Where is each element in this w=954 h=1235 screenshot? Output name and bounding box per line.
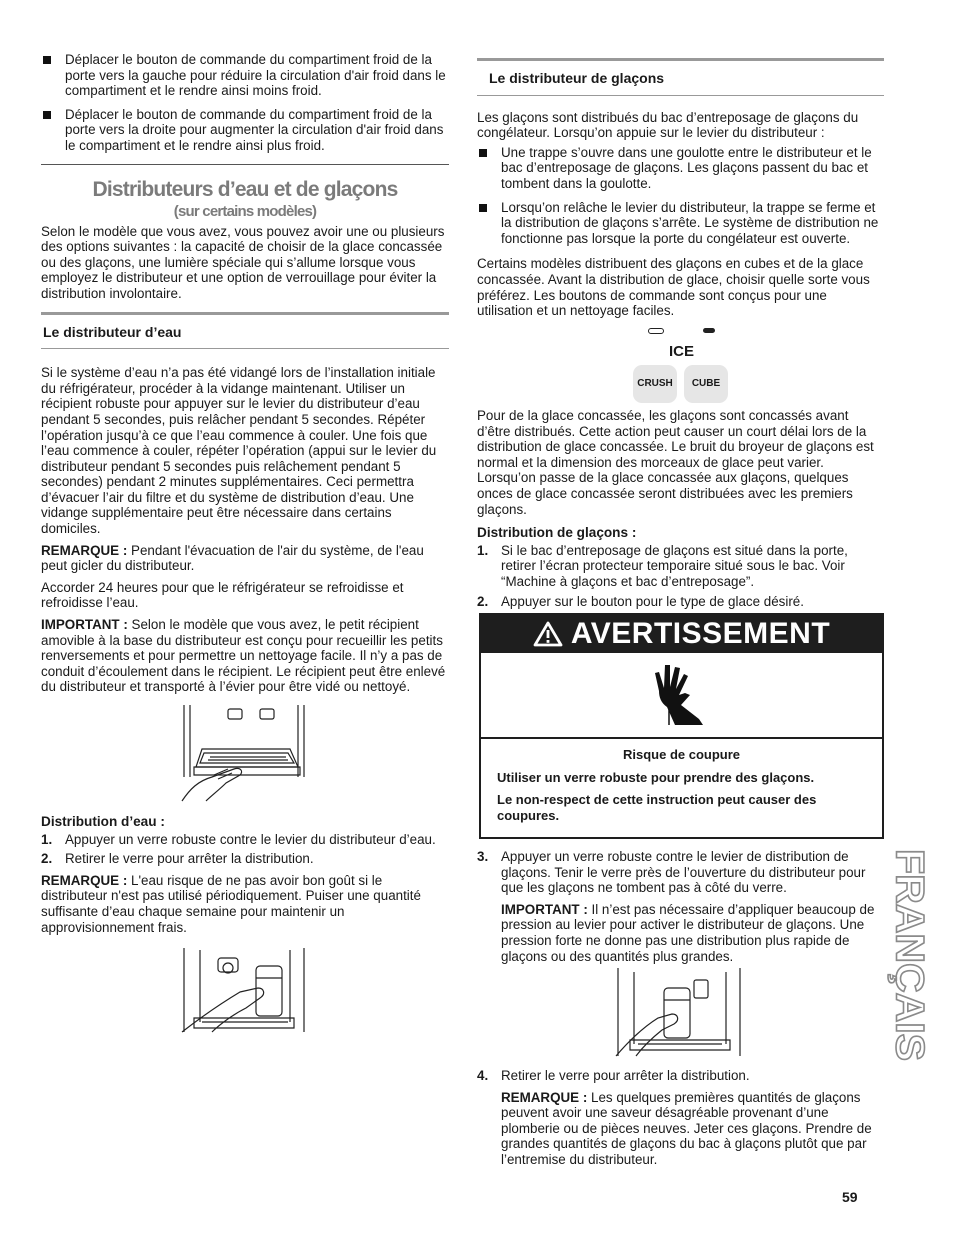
important-label: IMPORTANT : (501, 901, 588, 917)
right-column-lower (477, 849, 884, 970)
numbered-step (41, 832, 449, 848)
warning-title: AVERTISSEMENT (570, 617, 831, 651)
step-number: 1. (41, 831, 53, 847)
right-column-middle (477, 408, 884, 613)
water-tray-illustration (180, 705, 312, 801)
cube-button[interactable]: CUBE (684, 365, 728, 403)
dist-ice-heading: Distribution de glaçons : (477, 525, 637, 541)
side-tab-text: FRANÇAIS (887, 849, 932, 1056)
paragraph (41, 873, 449, 935)
section-subtitle: (sur certains modèles) (173, 202, 317, 220)
remark-label: REMARQUE : (501, 1089, 588, 1105)
step-number: 3. (477, 849, 489, 864)
list-item: Déplacer le bouton de commande du compartiment froid de la porte vers la droite pour augmenter la circulation d'air froid dans le compartiment et le rendre ainsi plus froid. (41, 107, 449, 154)
important-text: Selon le modèle que vous avez, le petit récipient amovible à la base du distributeur est conçu pour recueillir les petits renversements et pour permettre un nettoyage facile. Il n’y a pas de conduit d’écoulement dans le récipient. Le récipient peut être enlevé du distributeur et transporté à l’évier pour être vidé ou nettoyé. (41, 617, 446, 695)
ice-dispensing-illustration (614, 968, 746, 1058)
step-text: Si le bac d’entreposage de glaçons est situé dans la porte, retirer l’écran protecteur temporaire situé sous le bac. Voir “Machine à glaçons et bac d’entreposage”. (501, 542, 848, 589)
paragraph (41, 617, 449, 695)
page-number: 59 (842, 1189, 858, 1205)
subsection-heading (477, 58, 884, 96)
list-item: Une trappe s’ouvre dans une goulotte entre le distributeur et le bac d’entreposage de glaçons. Les glaçons passent du bac et tombent dans la goulotte. (477, 145, 884, 192)
right-column-bottom (477, 1068, 884, 1174)
important-text: Il n’est pas nécessaire d’appliquer beaucoup de pression au levier pour activer le distributeur de glaçons. Une pression forte ne donne pas une distribution plus rapide de glaçons ou des quantités plus grandes. (501, 901, 875, 964)
water-dispensing-illustration (180, 948, 312, 1034)
numbered-step (477, 1068, 884, 1084)
remark-text: Pendant l'évacuation de l'air du système, de l'eau peut gicler du distributeur. (41, 542, 424, 574)
crush-button[interactable]: CRUSH (633, 365, 677, 403)
list-item: Lorsqu’on relâche le levier du distributeur, la trappe se ferme et la distribution de glaçons s’arrête. Le système de distribution ne fonctionne pas lorsque la porte du congélateur est ouverte. (477, 200, 884, 247)
paragraph: Pour de la glace concassée, les glaçons sont concassés avant d’être distribués. Cette action peut causer un court délai lors de la distribution de glace concassée. Le bruit du broyeur de glaçons est normal et la dimension des morceaux de glace peut varier. Lorsqu’on passe de la glace concassée aux glaçons, quelques onces de glace concassée seront distribuées avec les premiers glaçons. (477, 408, 874, 517)
ice-label: ICE (669, 343, 695, 360)
numbered-step (477, 543, 884, 590)
important-label: IMPORTANT : (41, 617, 128, 633)
list-item: Déplacer le bouton de commande du compartiment froid de la porte vers la gauche pour réduire la circulation d'air froid dans le compartiment et le rendre ainsi moins froid. (41, 52, 449, 99)
step-text: Appuyer sur le bouton pour le type de glace désiré. (501, 593, 804, 609)
remark-text: Les quelques premières quantités de glaçons peuvent avoir une saveur désagréable provenant d’une plomberie ou de pièces neuves. Jeter ces glaçons. Prendre de grandes quantités de glaçons du bac à glaçons plutôt que par l’entremise du distributeur. (501, 1089, 872, 1167)
language-side-tab (887, 845, 935, 1065)
step-number: 1. (477, 542, 489, 558)
step-text: Appuyer un verre robuste contre le levier de distribution de glaçons. Tenir le verre près de l’ouverture du distributeur pour que les glaçons ne tombent pas à côté du verre. (501, 849, 866, 896)
ice-heading: Le distributeur de glaçons (489, 70, 665, 86)
subsection-heading (41, 312, 449, 350)
remark-text: L'eau risque de ne pas avoir bon goût si le distributeur n'est pas utilisé périodiquement. Puiser une quantité suffisante d’eau chaque semaine pour maintenir un approvisionnement frais. (41, 872, 421, 935)
remark-label: REMARQUE : (41, 542, 128, 558)
paragraph: Certains modèles distribuent des glaçons en cubes et de la glace concassée. Avant la distribution de glace, choisir quelle sorte vous préférez. Les boutons de commande sont conçus pour une utilisation et un nettoyage faciles. (477, 256, 870, 319)
step-number: 2. (41, 851, 53, 867)
divider (41, 164, 449, 165)
numbered-step (477, 594, 884, 610)
warning-header (481, 615, 882, 653)
warning-box (479, 613, 884, 839)
left-column (41, 52, 449, 701)
paragraph: Accorder 24 heures pour que le réfrigérateur se refroidisse et refroidisse l’eau. (41, 579, 404, 611)
dist-water-heading: Distribution d’eau : (41, 814, 165, 829)
step-text: Appuyer un verre robuste contre le levier du distributeur d’eau. (65, 831, 436, 847)
warning-icon-area (481, 653, 882, 739)
warning-text (481, 739, 882, 823)
numbered-step (477, 849, 884, 896)
section-title: Distributeurs d’eau et de glaçons (92, 177, 398, 201)
step-number: 2. (477, 593, 489, 609)
warning-instruction: Utiliser un verre robuste pour prendre des glaçons. (497, 769, 815, 785)
left-column-lower (41, 806, 449, 941)
step-text: Retirer le verre pour arrêter la distribution. (501, 1068, 750, 1083)
step-number: 4. (477, 1068, 489, 1083)
remark-label: REMARQUE : (41, 872, 128, 888)
numbered-step (41, 851, 449, 867)
warning-triangle-icon (533, 621, 563, 647)
paragraph: Si le système d’eau n’a pas été vidangé lors de l’installation initiale du réfrigérateur, procéder à la vidange maintenant. Utiliser un récipient robuste pour appuyer sur le levier du distributeur d’eau pendant 5 secondes, puis relâcher pendant 5 secondes. Répéter l’opération jusqu’à ce que l’eau commence à couler. Une fois que l’eau commence à couler, répéter l’opération (appui sur le levier du distributeur pendant 5 secondes puis relâchement pendant 5 secondes) pendant 2 minutes supplémentaires. Ceci permettra d’évacuer l’air du filtre et du système de distribution d’eau. Une vidange supplémentaire peut être nécessaire dans certains domiciles. (41, 365, 437, 537)
paragraph (41, 543, 449, 574)
warning-consequence: Le non-respect de cette instruction peut causer des coupures. (497, 792, 817, 823)
warning-risk: Risque de coupure (622, 747, 741, 762)
intro-paragraph: Selon le modèle que vous avez, vous pouvez avoir une ou plusieurs des options suivantes : la capacité de choisir de la glace concassée ou des glaçons, une lumière spéciale qui s’allume lorsque vous employez le distributeur et une option de verrouillage pour éviter la distribution involontaire. (41, 223, 445, 301)
section-title-block (41, 178, 449, 220)
water-heading: Le distributeur d’eau (43, 323, 182, 340)
paragraph: Les glaçons sont distribués du bac d’entreposage de glaçons du congélateur. Lorsqu’on appuie sur le levier du distributeur : (477, 109, 859, 141)
right-column (477, 58, 884, 325)
cut-hand-icon (645, 661, 717, 727)
paragraph (477, 1090, 884, 1168)
paragraph (477, 902, 884, 964)
step-text: Retirer le verre pour arrêter la distribution. (65, 851, 314, 867)
ice-indicator-cube (703, 328, 715, 333)
ice-indicator-crush (648, 328, 664, 334)
